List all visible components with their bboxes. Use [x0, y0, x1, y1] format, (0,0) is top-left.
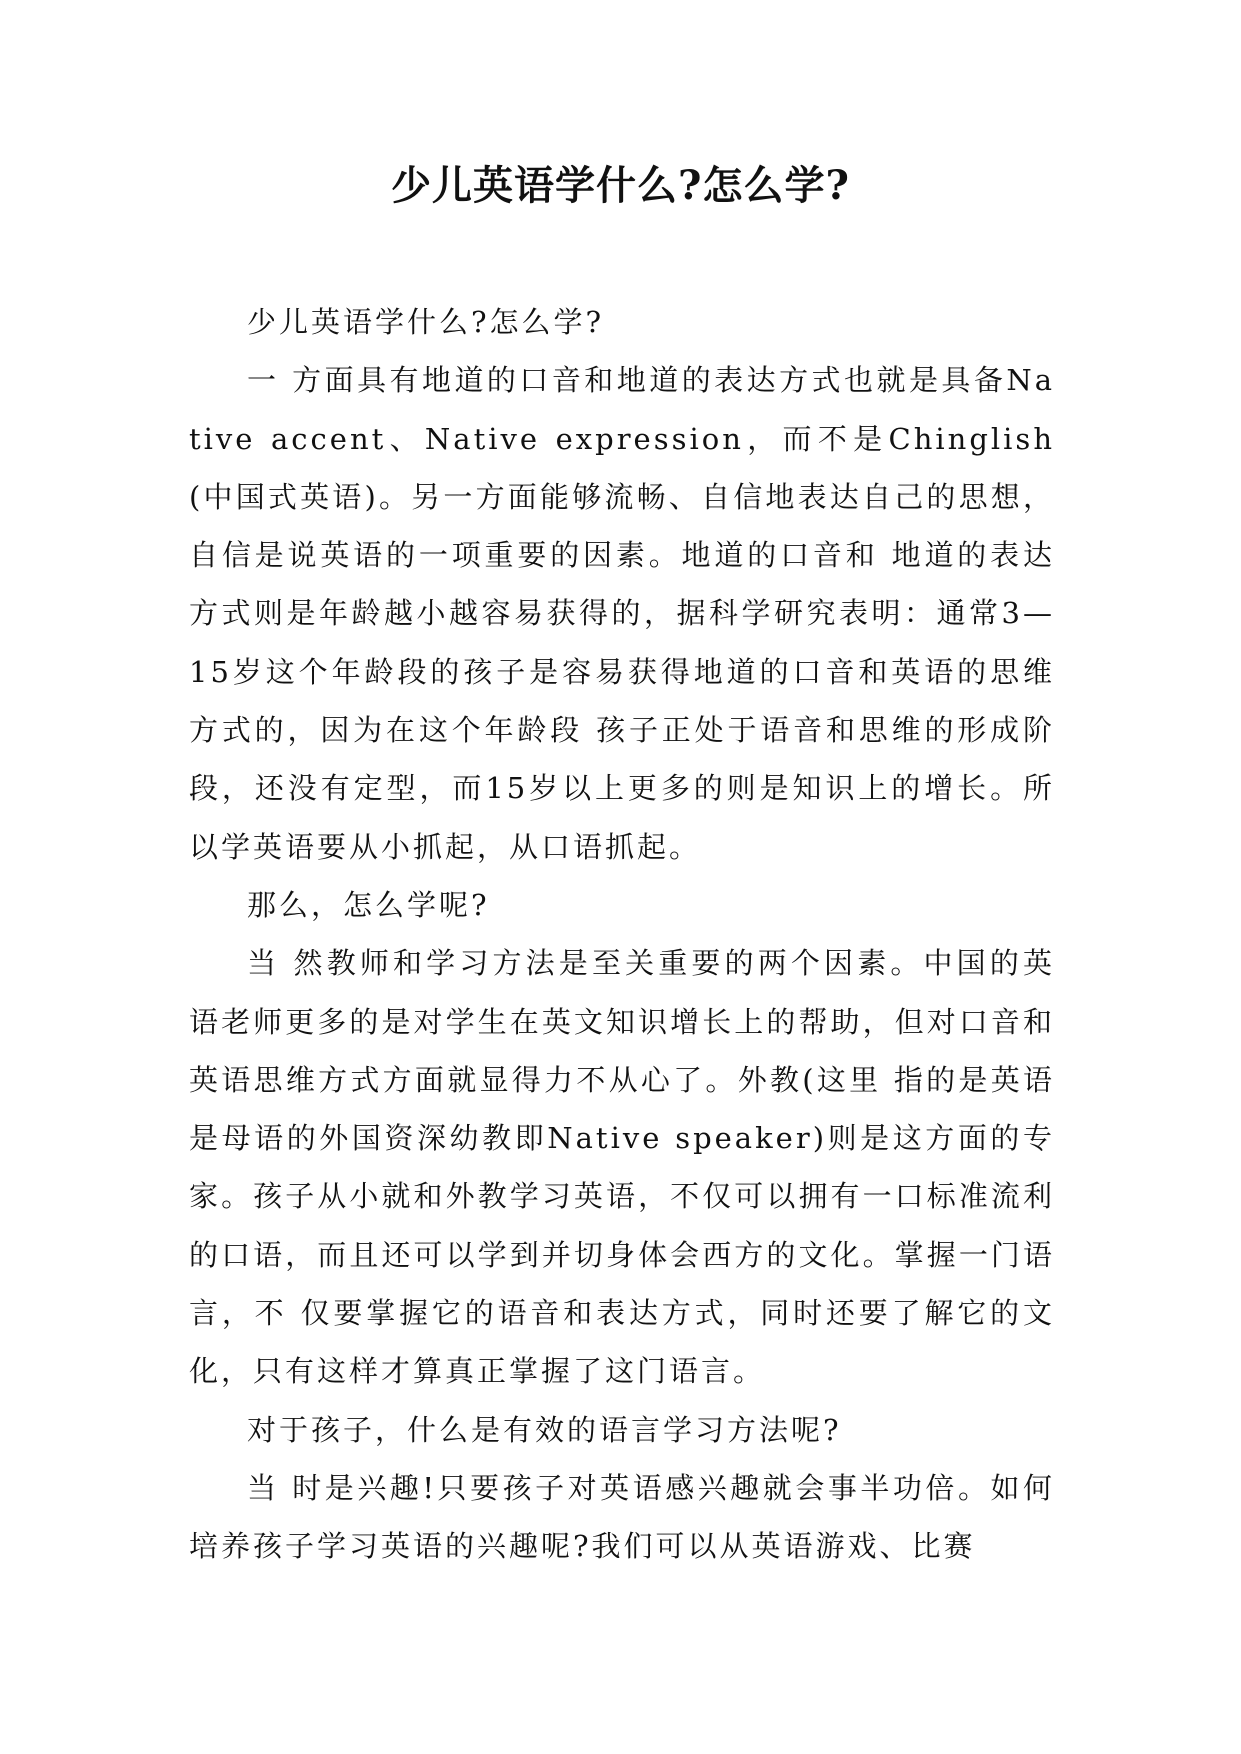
paragraph-how-to-learn-question: 那么，怎么学呢?	[247, 887, 490, 922]
document-title: 少儿英语学什么?怎么学?	[391, 162, 850, 209]
paragraph-interest: 当 时是兴趣!只要孩子对英语感兴趣就会事半功倍。如何培养孩子学习英语的兴趣呢?我们可以从英语游戏、比赛	[189, 1470, 1055, 1564]
paragraph-intro: 少儿英语学什么?怎么学?	[247, 305, 605, 339]
paragraph-teachers-methods: 当 然教师和学习方法是至关重要的两个因素。中国的英语老师更多的是对学生在英文知识增长上的帮助，但对口音和英语思维方式方面就显得力不从心了。外教(这里 指的是英语是母语的外国资深幼教即Native speaker)则是这方面的专家。孩子从小就和外教学习英语，不仅可以拥有一口标准流利的口语，而且还可以学到并切身体会西方的文化。掌握一门语言，不 仅要掌握它的语音和表达方式，同时还要了解它的文化，只有这样才算真正掌握了这门语言。	[189, 946, 1055, 1389]
paragraph-accent-expression: 一 方面具有地道的口音和地道的表达方式也就是具备Native accent、Native expression，而不是Chinglish(中国式英语)。另一方面能够流畅、自信地表达自己的思想，自信是说英语的一项重要的因素。地道的口音和 地道的表达方式则是年龄越小越容易获得的，据科学研究表明：通常3—15岁这个年龄段的孩子是容易获得地道的口音和英语的思维方式的，因为在这个年龄段 孩子正处于语音和思维的形成阶段，还没有定型，而15岁以上更多的则是知识上的增长。所以学英语要从小抓起，从口语抓起。	[189, 363, 1055, 864]
document-body	[189, 293, 1055, 1576]
paragraph-effective-method-question: 对于孩子，什么是有效的语言学习方法呢?	[247, 1412, 842, 1447]
